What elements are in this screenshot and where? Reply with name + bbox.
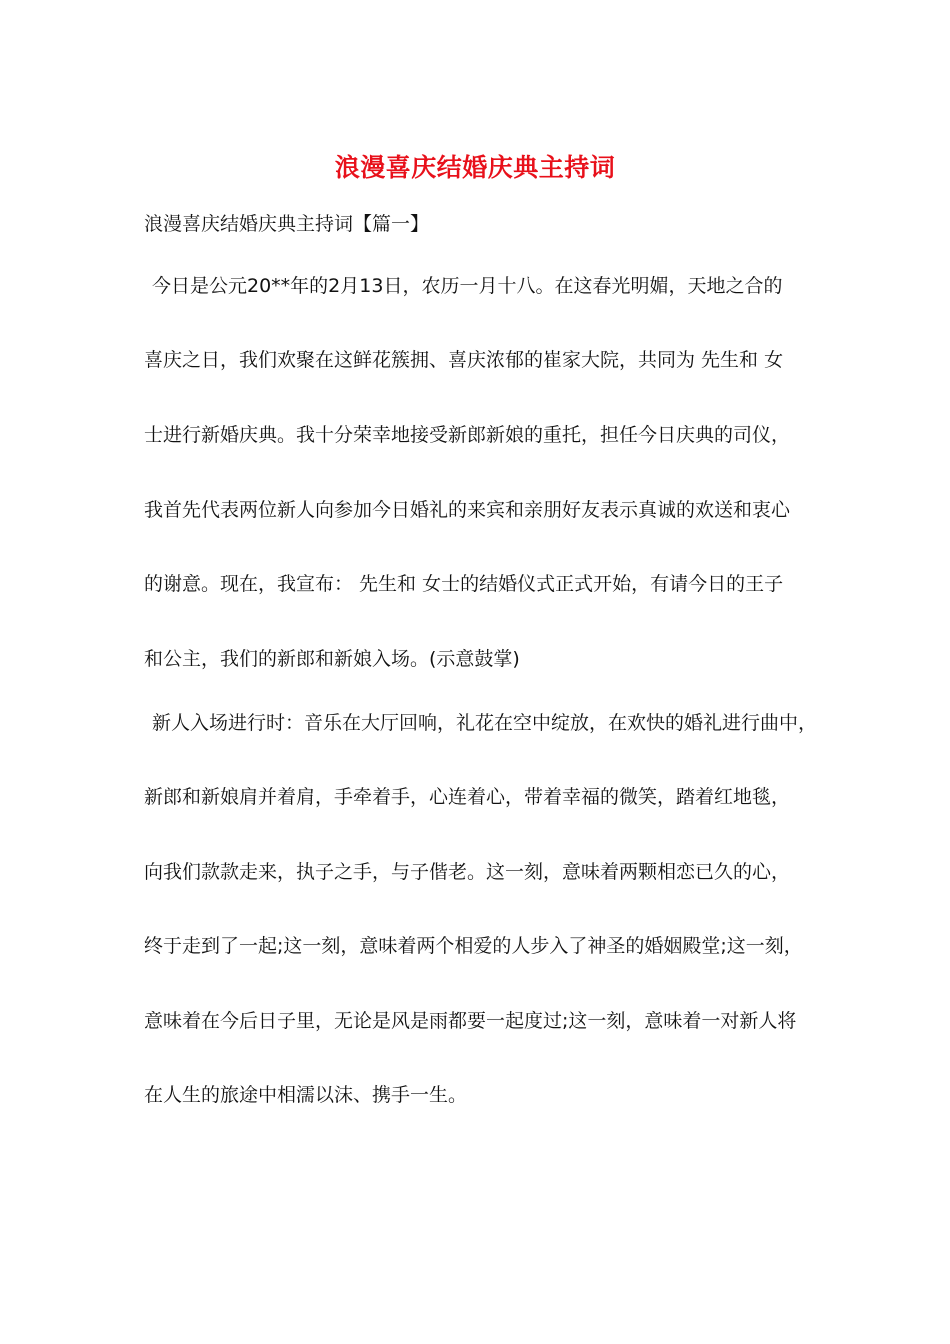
paragraph-line: 士进行新婚庆典。我十分荣幸地接受新郎新娘的重托，担任今日庆典的司仪， bbox=[144, 424, 791, 446]
paragraph-line: 在人生的旅途中相濡以沫、携手一生。 bbox=[144, 1084, 468, 1106]
paragraph-line: 终于走到了一起;这一刻，意味着两个相爱的人步入了神圣的婚姻殿堂;这一刻， bbox=[144, 935, 803, 957]
paragraph-line: 意味着在今后日子里，无论是风是雨都要一起度过;这一刻，意味着一对新人将 bbox=[144, 1010, 797, 1032]
paragraph-line: 今日是公元20**年的2月13日，农历一月十八。在这春光明媚，天地之合的 bbox=[152, 275, 783, 297]
paragraph-line: 我首先代表两位新人向参加今日婚礼的来宾和亲朋好友表示真诚的欢送和衷心 bbox=[144, 499, 791, 521]
paragraph-line: 新郎和新娘肩并着肩，手牵着手，心连着心，带着幸福的微笑，踏着红地毯， bbox=[144, 786, 791, 808]
paragraph-line: 和公主，我们的新郎和新娘入场。(示意鼓掌) bbox=[144, 648, 520, 670]
section-heading: 浪漫喜庆结婚庆典主持词【篇一】 bbox=[144, 213, 430, 235]
paragraph-line: 的谢意。现在，我宣布： 先生和 女士的结婚仪式正式开始，有请今日的王子 bbox=[144, 573, 784, 595]
paragraph-line: 喜庆之日，我们欢聚在这鲜花簇拥、喜庆浓郁的崔家大院，共同为 先生和 女 bbox=[144, 349, 784, 371]
document-title: 浪漫喜庆结婚庆典主持词 bbox=[334, 153, 616, 182]
paragraph-line: 新人入场进行时：音乐在大厅回响，礼花在空中绽放，在欢快的婚礼进行曲中， bbox=[152, 712, 818, 734]
paragraph-line: 向我们款款走来，执子之手，与子偕老。这一刻，意味着两颗相恋已久的心， bbox=[144, 861, 791, 883]
